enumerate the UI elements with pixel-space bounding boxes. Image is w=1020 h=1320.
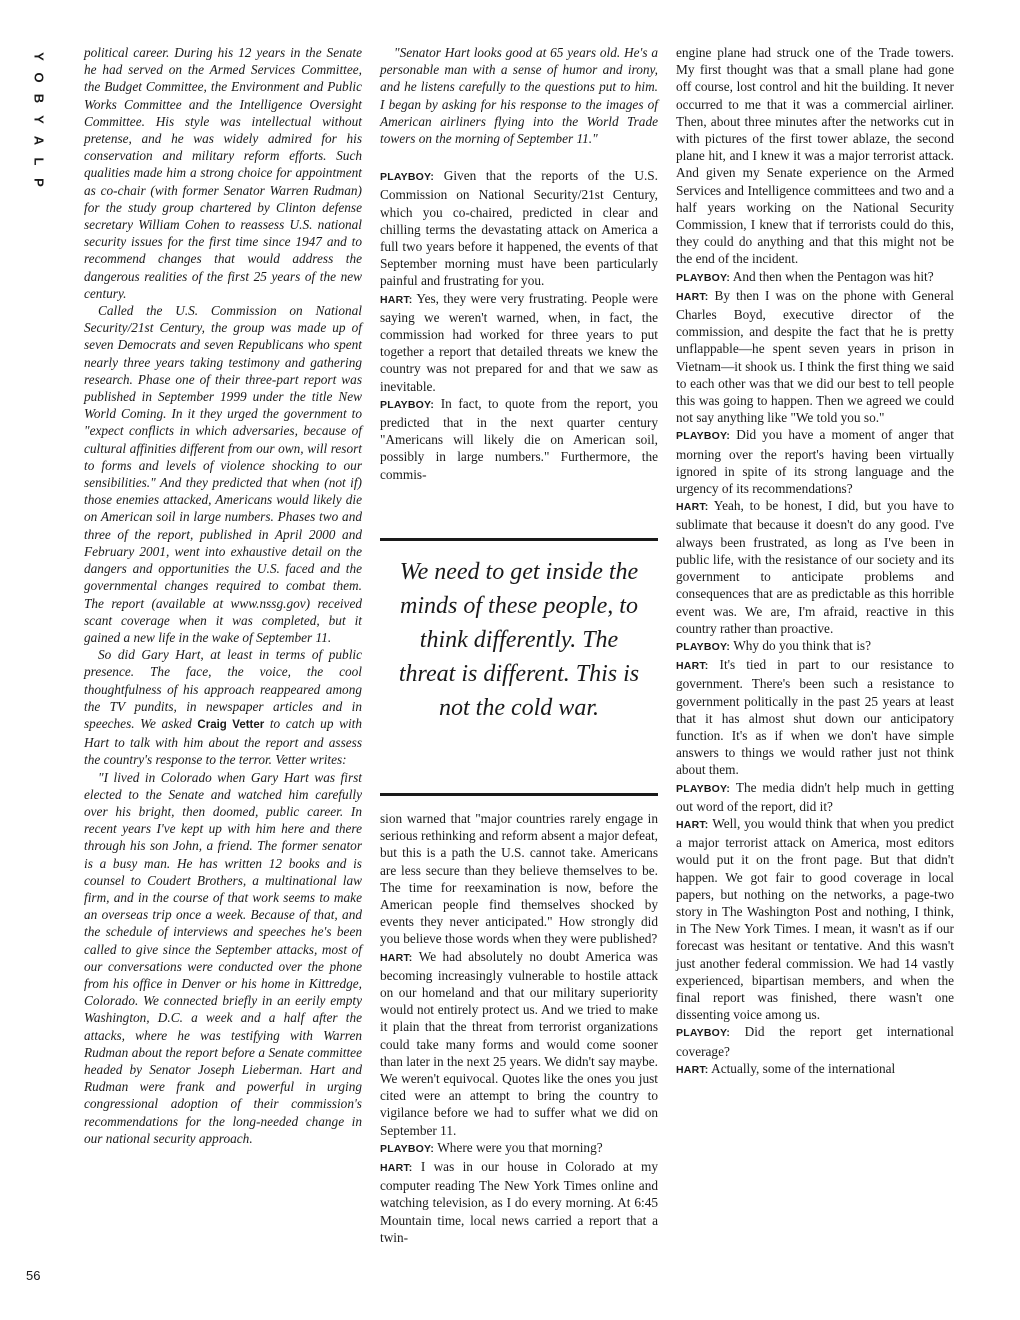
qa-paragraph [676, 815, 954, 1023]
intro-text: to catch up with Hart to talk with him about the report and assess the country's response to the terror. Vetter writes: [84, 715, 362, 768]
qa-paragraph [676, 268, 954, 287]
qa-text: By then I was on the phone with General Charles Boyd, executive director of the commission, and despite the fact that he is pretty unflappable—he spent seven years in prison in Vietnam—it shook us. I think the first thing we said to each other was that we did our best to tell people this was going to happen. Then we agreed we could not say anything like "We told you so." [676, 287, 954, 426]
speaker-label: PLAYBOY: [380, 398, 435, 411]
qa-paragraph [380, 1139, 658, 1158]
intro-paragraph [84, 646, 362, 768]
qa-text: It's tied in part to our resistance to government. There's been such a resistance to government politically in the past 25 years at least that it has almost shut down our anticipatory function. It's as if when we don't have simple answers to things we would rather just not think about them. [676, 657, 955, 778]
qa-text: Yeah, to be honest, I did, but you have to sublimate that because it doesn't do any good. I've always been frustrated, as long as I've been in public life, with the resistance of our society and its government to anticipate problems and consequences that are as predictable as this horrible event was. We are, I'm afraid, reactive in this country rather than proactive. [676, 498, 954, 636]
interview-column-right [676, 44, 954, 1079]
speaker-label: PLAYBOY: [380, 1142, 435, 1155]
qa-text: In fact, to quote from the report, you predicted that in the next quarter century "Americans will likely die on American soil, possibly in large numbers." Furthermore, the commis- [380, 395, 659, 482]
intro-quote-paragraph: "Senator Hart looks good at 65 years old. He's a personable man with a sense of humor and irony, and he listens carefully to the questions put to him. I began by asking for his response to the images of American airliners flying into the World Trade towers on the morning of September 11." [380, 45, 658, 147]
qa-paragraph [380, 810, 658, 948]
interview-column-middle-top [380, 44, 658, 483]
qa-paragraph [676, 656, 954, 778]
qa-paragraph [380, 1158, 658, 1246]
qa-text: We had absolutely no doubt America was becoming increasingly vulnerable to hostile attack on our homeland and that our military superiority would not entirely protect us. And we tried to make it plain that the threat from terrorist organizations could take many forms and would come sooner than later in the next 25 years. We didn't say maybe. We weren't equivocal. Quotes like the ones you just cited were an attempt to bring the country to vigilance before we had to suffer what we did on September 11. [380, 948, 658, 1138]
interview-column-middle-bottom [380, 810, 658, 1246]
qa-text: Where were you that morning? [437, 1139, 603, 1155]
speaker-label: HART: [676, 818, 709, 831]
qa-text: Well, you would think that when you predict a major terrorist attack on America, most editors would put it on the front page. But that didn't happen. We got fair to good coverage in local papers, but nothing on the networks, a page-two story in The Washington Post and nothing, I think, in The New York Times. I mean, it wasn't as if our forecast was hesitant or tentative. And this wasn't just another federal commission. We had 14 vastly experienced, bipartisan members, and when the final report was finished, there wasn't one dissenting voice among us. [676, 815, 954, 1023]
qa-text: Actually, some of the international [711, 1060, 896, 1076]
qa-text: The media didn't help much in getting out word of the report, did it? [676, 779, 955, 814]
qa-paragraph [380, 948, 658, 1139]
qa-paragraph [676, 779, 954, 815]
intro-paragraph: political career. During his 12 years in the Senate he had served on the Armed Services Committee, the Budget Committee, the Environment and Public Works Committee and the Intelligence Oversight Committee. His style was intellectual without pretense, and he was widely admired for his conservation and military reform efforts. Such qualities made him a strong choice for appointment as co-chair (with former Senator Warren Rudman) for the study group chartered by Clinton defense secretary William Cohen to reassess U.S. national security issues for the first time since 1947 and to recommend changes that would address the dangerous realities of the first 25 years of the new century. [84, 45, 362, 301]
qa-paragraph [380, 395, 658, 483]
speaker-label: PLAYBOY: [676, 430, 731, 443]
qa-paragraph [676, 287, 954, 427]
qa-text: engine plane had struck one of the Trade towers. My first thought was that a small plane had gone off course, lost control and hit the building. It never occurred to me that it was a commercial airliner. Then, about three minutes after the networks cut in with pictures of the first tower ablaze, the second plane hit, and I knew it was a major terrorist attack. And given my Senate experience on the Armed Services and Intelligence committees and two and a half years working on the National Security Commission, I knew that if terrorists could do this, they could do anything and that this might not be the end of the incident. [676, 45, 954, 267]
speaker-label: HART: [380, 1162, 413, 1175]
qa-paragraph [676, 44, 954, 268]
masthead-letter: Y [31, 115, 47, 124]
masthead-letter: Y [31, 52, 47, 61]
speaker-label: HART: [676, 1063, 709, 1076]
masthead-letter: L [31, 157, 47, 166]
qa-list [676, 44, 954, 1079]
qa-list [380, 810, 658, 1246]
pull-quote [380, 538, 658, 796]
masthead-letter: A [31, 135, 47, 146]
pull-quote-text: We need to get inside the minds of these people, to think differently. The threat is different. This is not the cold war. [398, 559, 640, 721]
qa-text: sion warned that "major countries rarely engage in serious rethinking and reform absent a major defeat, but this is a path the U.S. cannot take. Americans are less secure than they believe themselves to be. The time for reexamination is now, before the American people find themselves shocked by events they never anticipated." How strongly did you believe those words when they were published? [380, 811, 658, 947]
author-credit: Craig Vetter [197, 718, 265, 731]
qa-paragraph [676, 1023, 954, 1059]
masthead-letter: P [31, 178, 47, 187]
speaker-label: PLAYBOY: [676, 782, 731, 795]
speaker-label: PLAYBOY: [676, 640, 731, 653]
speaker-label: PLAYBOY: [676, 271, 731, 284]
page-number: 56 [26, 1268, 41, 1283]
qa-text: Did you have a moment of anger that morning over the report's having been virtually ignored in spite of its strong language and the urgency of its recommendations? [676, 427, 954, 497]
intro-text: So did Gary Hart, at least in terms of public presence. The face, the voice, the cool thoughtfulness of his approach reappeared among the TV pundits, in newspaper articles and in speeches. We asked [84, 647, 362, 731]
intro-paragraph: "I lived in Colorado when Gary Hart was first elected to the Senate and watched him carefully over his bright, then doomed, public career. In recent years I've kept up with him here and there through his son John, a friend. The former senator is a busy man. He has written 12 books and is counsel to Coudert Brothers, a multinational law firm, and in the course of that work seems to make an overseas trip once a week. Because of that, and the schedule of interviews and speeches he's been called to give since the September attacks, most of our conversations were conducted over the phone from his office in Denver or his home in Kittredge, Colorado. We connected briefly in an eerily empty Washington, D.C. a week and a half after the attacks, where he was testifying with Warren Rudman about the report before a Senate committee headed by Senator Joseph Lieberman. Hart and Rudman were frank and powerful in urging congressional adoption of their commission's recommendations for the long-needed change in our national security approach. [84, 769, 362, 1146]
speaker-label: PLAYBOY: [676, 1027, 731, 1040]
masthead-letter: O [31, 72, 47, 83]
speaker-label: HART: [676, 660, 709, 673]
qa-paragraph [676, 497, 954, 637]
masthead-letter: B [31, 93, 47, 104]
qa-paragraph [676, 637, 954, 656]
speaker-label: HART: [676, 501, 709, 514]
qa-list [380, 167, 658, 483]
intro-paragraph: Called the U.S. Commission on National Security/21st Century, the group was made up of seven Democrats and seven Republicans who spent nearly three years taking testimony and gathering research. Phase one of their three-part report was published in September 1999 under the title New World Coming. In it they urged the government to "expect conflicts in which adversaries, because of cultural affinities different from our own, will resort to forms and levels of violence shocking to our sensibilities." And they predicted that when (not if) those enemies attacked, Americans would likely die on American soil in large numbers. Phases two and three of the report, published in April 2000 and February 2001, went into exhaustive detail on the dangers and opportunities the U.S. faced and the governmental changes required to combat them. The report (available at www.nssg.gov) received scant coverage when it was completed, but it gained a new life in the wake of September 11. [84, 303, 362, 645]
qa-paragraph [676, 1060, 954, 1079]
speaker-label: HART: [380, 293, 413, 306]
qa-text: Did the report get international coverage? [676, 1024, 954, 1059]
qa-paragraph [676, 426, 954, 497]
speaker-label: HART: [380, 951, 413, 964]
qa-paragraph [380, 167, 658, 289]
qa-paragraph [380, 290, 658, 395]
playboy-masthead-vertical [28, 46, 50, 187]
speaker-label: PLAYBOY: [380, 171, 435, 184]
qa-text: And then when the Pentagon was hit? [732, 268, 934, 284]
qa-text: Given that the reports of the U.S. Commission on National Security/21st Century, which you co-chaired, predicted in clear and chilling terms the devastating attack on America a full two years before it happened, the events of that September morning must have been particularly painful and frustrating for you. [380, 168, 659, 289]
speaker-label: HART: [676, 290, 709, 303]
intro-column [84, 44, 362, 1147]
qa-text: I was in our house in Colorado at my computer reading The New York Times online and watching television, as I do every morning. At 6:45 Mountain time, local news carried a report that a twin- [380, 1159, 658, 1245]
qa-text: Yes, they were very frustrating. People were saying we weren't warned, when, in fact, the commission had worked for three years to put together a report that detailed threats we knew the country was not prepared for and that we saw as inevitable. [380, 290, 658, 394]
qa-text: Why do you think that is? [733, 637, 871, 653]
